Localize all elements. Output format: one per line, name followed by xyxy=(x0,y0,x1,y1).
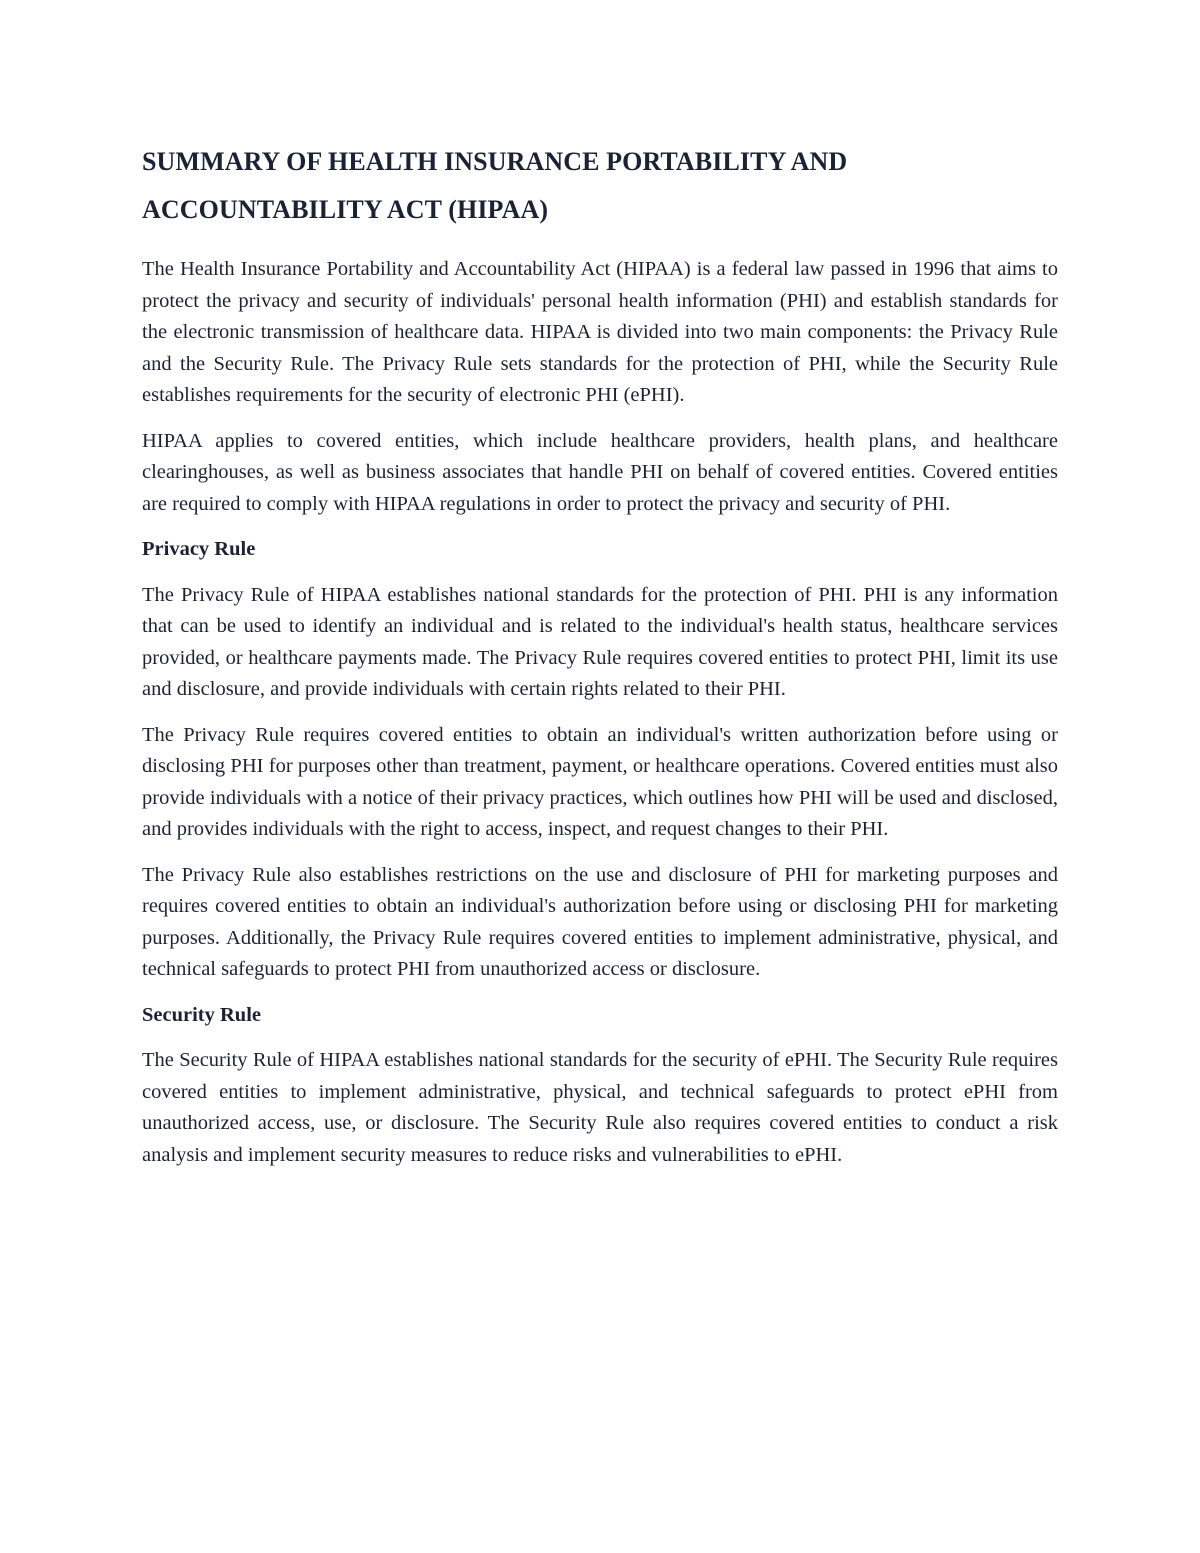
section-privacy-rule xyxy=(142,534,1058,986)
document-page xyxy=(142,138,1058,1185)
intro-paragraph: The Health Insurance Portability and Accountability Act (HIPAA) is a federal law passed in 1996 that aims to protect the privacy and security of individuals' personal health information (PHI) and establish standards for the electronic transmission of healthcare data. HIPAA is divided into two main components: the Privacy Rule and the Security Rule. The Privacy Rule sets standards for the protection of PHI, while the Security Rule establishes requirements for the security of electronic PHI (ePHI). xyxy=(142,258,1058,406)
section-paragraph: The Privacy Rule of HIPAA establishes national standards for the protection of PHI. PHI is any information that can be used to identify an individual and is related to the individual's health status, healthcare services provided, or healthcare payments made. The Privacy Rule requires covered entities to protect PHI, limit its use and disclosure, and provide individuals with certain rights related to their PHI. xyxy=(142,583,1058,700)
section-paragraph: The Privacy Rule also establishes restrictions on the use and disclosure of PHI for marketing purposes and requires covered entities to obtain an individual's authorization before using or disclosing PHI for marketing purposes. Additionally, the Privacy Rule requires covered entities to implement administrative, physical, and technical safeguards to protect PHI from unauthorized access or disclosure. xyxy=(142,863,1058,980)
document-title: SUMMARY OF HEALTH INSURANCE PORTABILITY AND ACCOUNTABILITY ACT (HIPAA) xyxy=(142,147,848,224)
section-paragraph: The Privacy Rule requires covered entities to obtain an individual's written authorization before using or disclosing PHI for purposes other than treatment, payment, or healthcare operations. Covered entities must also provide individuals with a notice of their privacy practices, which outlines how PHI will be used and disclosed, and provides individuals with the right to access, inspect, and request changes to their PHI. xyxy=(142,723,1058,840)
intro-paragraph: HIPAA applies to covered entities, which include healthcare providers, health plans, and healthcare clearinghouses, as well as business associates that handle PHI on behalf of covered entities. Covered entities are required to comply with HIPAA regulations in order to protect the privacy and security of PHI. xyxy=(142,429,1058,515)
section-heading: Security Rule xyxy=(142,1003,261,1026)
section-security-rule xyxy=(142,1000,1058,1172)
section-paragraph: The Security Rule of HIPAA establishes national standards for the security of ePHI. The Security Rule requires covered entities to implement administrative, physical, and technical safeguards to protect ePHI from unauthorized access, use, or disclosure. The Security Rule also requires covered entities to conduct a risk analysis and implement security measures to reduce risks and vulnerabilities to ePHI. xyxy=(142,1049,1058,1166)
section-heading: Privacy Rule xyxy=(142,538,256,560)
